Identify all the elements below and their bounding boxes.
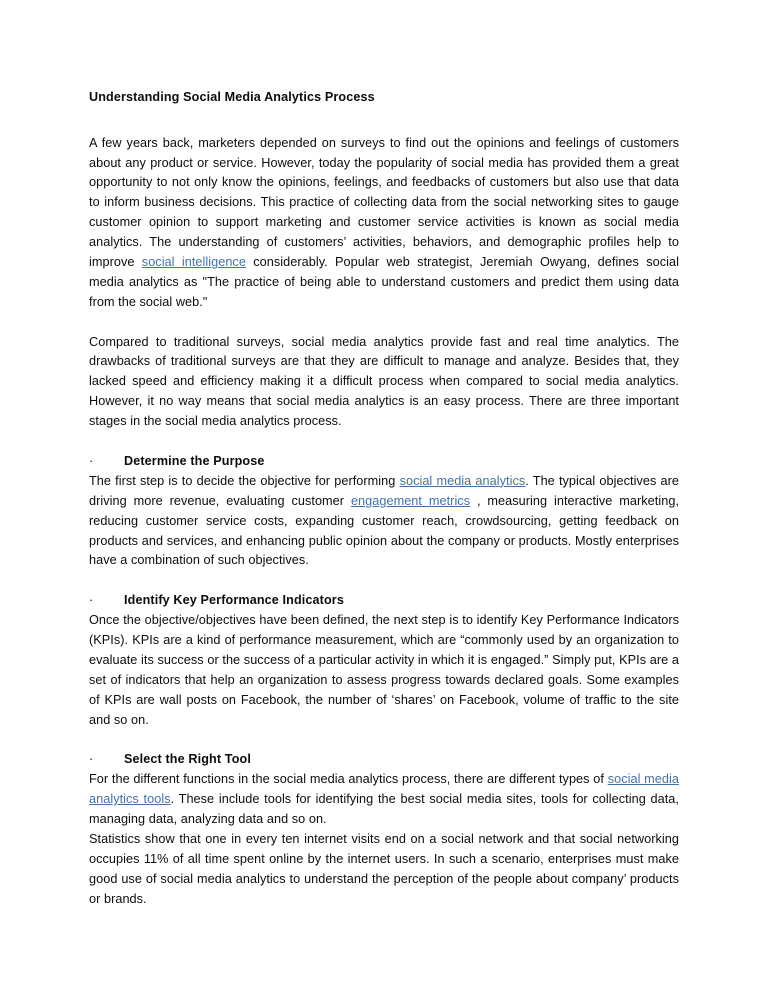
paragraph-intro-1 <box>89 134 679 313</box>
section-heading-label: Identify Key Performance Indicators <box>124 593 344 608</box>
section-body-identify-key-performance-indicators: Once the objective/objectives have been defined, the next step is to identify Key Performance Indicators (KPIs). KPIs are a kind of performance measurement, which are “commonly used by an organization to evaluate its success or the success of a particular activity in which it is engaged.” Simply put, KPIs are a set of indicators that help an organization to assess progress towards declared goals. Some examples of KPIs are wall posts on Facebook, the number of ‘shares’ on Facebook, volume of traffic to the site and so on. <box>89 613 679 727</box>
section-body-text-2: . These include tools for identifying the best social media sites, tools for collecting data, managing data, analyzing data and so on. <box>89 792 679 826</box>
bullet-icon: · <box>89 453 94 468</box>
section-select-the-right-tool <box>89 750 679 909</box>
section-body-text-1: For the different functions in the social media analytics process, there are different types of <box>89 772 608 787</box>
section-heading-identify-key-performance-indicators <box>89 591 679 611</box>
link-social-media-analytics[interactable]: social media analytics <box>399 473 526 488</box>
bullet-icon: · <box>89 593 94 608</box>
page-title: Understanding Social Media Analytics Process <box>89 90 375 104</box>
paragraph-intro-2: Compared to traditional surveys, social media analytics provide fast and real time analytics. The drawbacks of traditional surveys are that they are difficult to manage and analyze. Besides that, they lacked speed and efficiency making it a difficult process when compared to social media analytics. However, it no way means that social media analytics is an easy process. There are three important stages in the social media analytics process. <box>89 334 679 429</box>
section-determine-the-purpose <box>89 452 679 571</box>
section-heading-determine-the-purpose <box>89 452 679 472</box>
paragraph-intro-1-text-after-link: considerably. Popular web strategist, Jeremiah Owyang, defines social media analytics as "The practice of being able to understand customers and predict them using data from the social web." <box>89 255 679 309</box>
section-identify-key-performance-indicators <box>89 591 679 730</box>
document-body <box>89 88 679 929</box>
section-heading-label: Select the Right Tool <box>124 752 251 767</box>
section-body-statistics: Statistics show that one in every ten internet visits end on a social network and that social networking occupies 11% of all time spent online by the internet users. In such a scenario, enterprises must make good use of social media analytics to understand the perception of the people about company’ products or brands. <box>89 831 679 906</box>
section-body-text-3: , measuring interactive marketing, reducing customer service costs, expanding customer reach, crowdsourcing, getting feedback on products and services, and enhancing public opinion about the company or products. Mostly enterprises have a combination of such objectives. <box>89 493 679 568</box>
section-body-text-2: . The typical objectives are driving more revenue, evaluating customer <box>89 473 679 508</box>
paragraph-intro-1-text-before-link: A few years back, marketers depended on surveys to find out the opinions and feelings of customers about any product or service. However, today the popularity of social media has provided them a great opportunity to not only know the opinions, feelings, and feedbacks of customers but also use that data to inform business decisions. This practice of collecting data from the social networking sites to gauge customer opinion to support marketing and customer service activities is known as social media analytics. The understanding of customers’ activities, behaviors, and demographic profiles help to improve <box>89 135 679 270</box>
bullet-icon: · <box>89 752 94 767</box>
section-heading-select-the-right-tool <box>89 750 679 770</box>
section-body-text-1: The first step is to decide the objective for performing <box>89 473 400 488</box>
link-social-intelligence[interactable]: social intelligence <box>141 255 246 270</box>
link-engagement-metrics[interactable]: engagement metrics <box>350 493 471 508</box>
section-body-determine-the-purpose <box>89 472 679 572</box>
link-social-media-analytics-tools[interactable]: social media analytics tools <box>89 772 679 807</box>
section-body-select-the-right-tool <box>89 770 679 830</box>
section-heading-label: Determine the Purpose <box>124 453 265 468</box>
